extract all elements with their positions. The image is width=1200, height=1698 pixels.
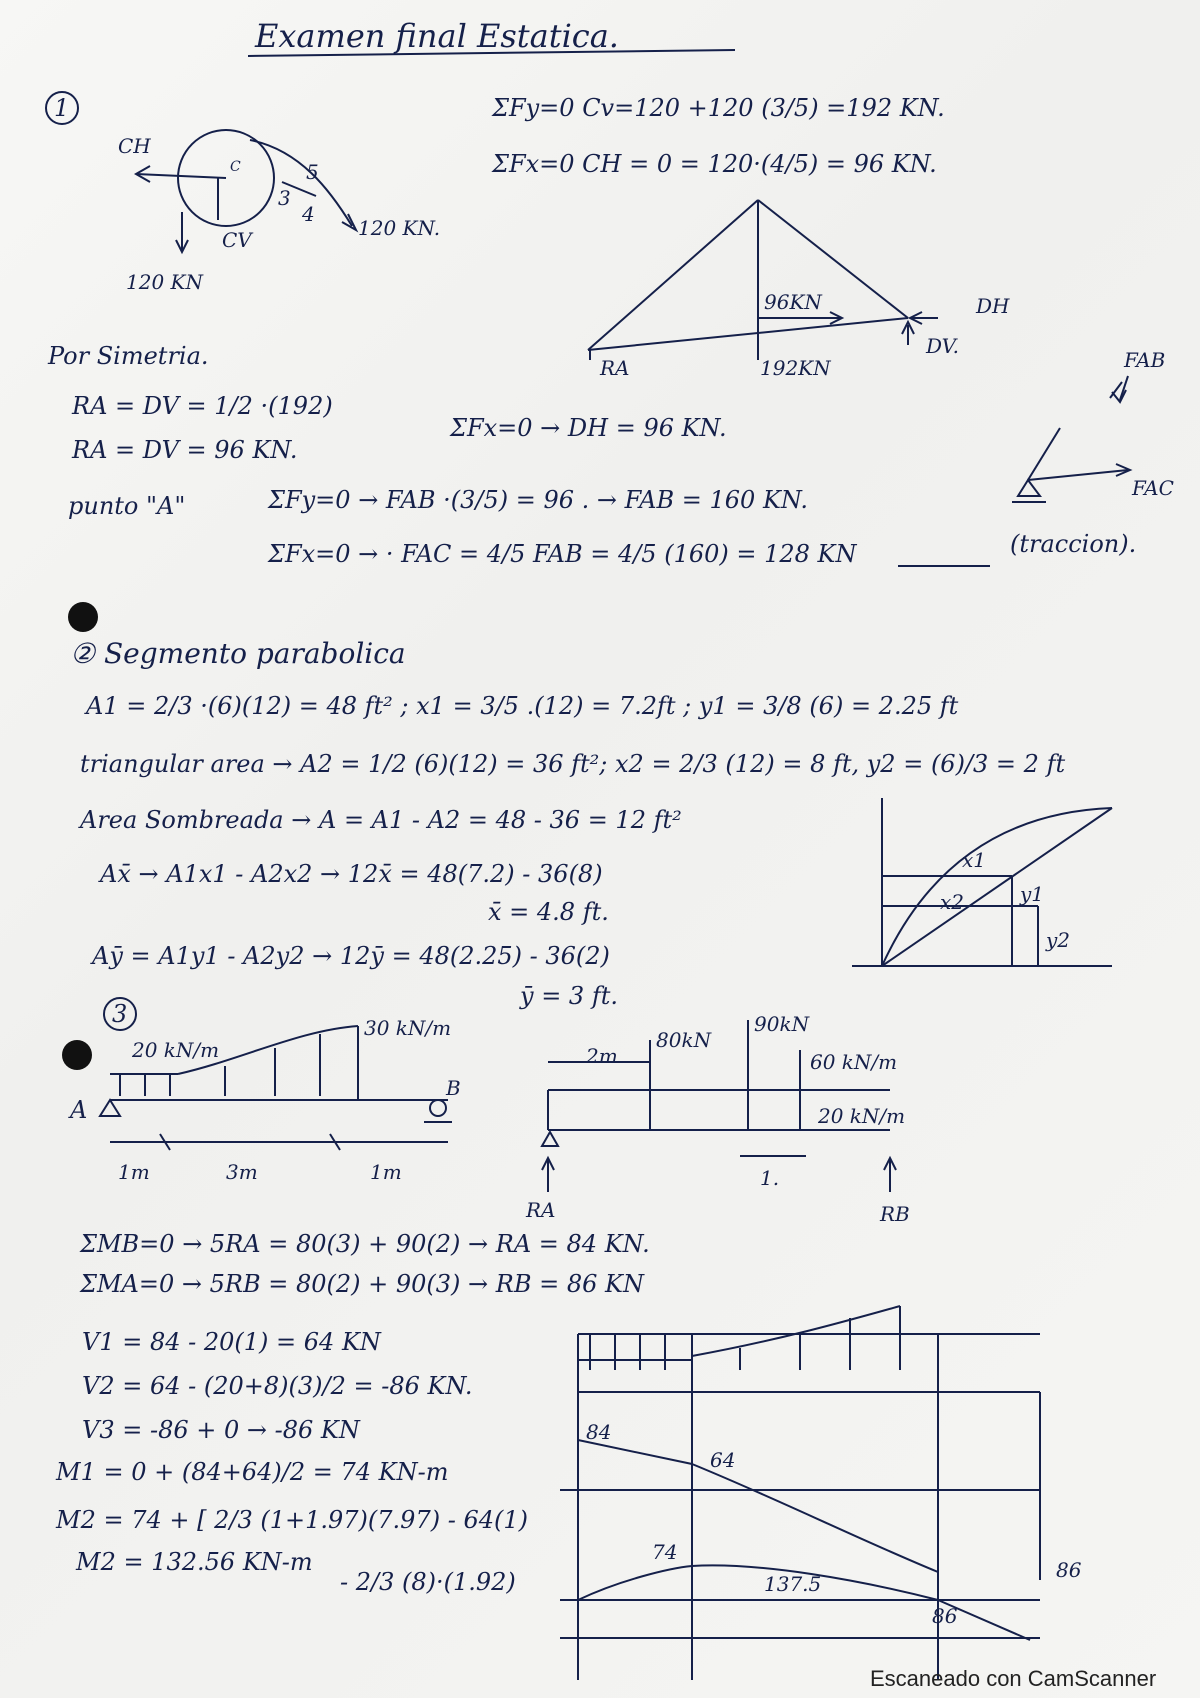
eq-sum-fy: ΣFy=0 Cv=120 +120 (3/5) =192 KN. [492, 94, 945, 122]
label-60knm: 60 kN/m [810, 1050, 898, 1074]
label-30knm: 30 kN/m [364, 1016, 452, 1040]
eq-m1: M1 = 0 + (84+64)/2 = 74 KN-m [56, 1458, 449, 1486]
label-4: 4 [302, 202, 315, 226]
problem-2-heading: ② Segmento parabolica [70, 637, 406, 670]
label-120kn-right: 120 KN. [358, 216, 441, 240]
eq-ma: ΣMA=0 → 5RB = 80(2) + 90(3) → RB = 86 KN [80, 1270, 644, 1298]
label-c: C [230, 159, 241, 175]
eq-a2: triangular area → A2 = 1/2 (6)(12) = 36 ft²; x2 = 2/3 (12) = 8 ft, y2 = (6)/3 = 2 ft [80, 750, 1066, 778]
eq-sum-fx: ΣFx=0 CH = 0 = 120·(4/5) = 96 KN. [492, 150, 937, 178]
label-5: 5 [306, 160, 319, 184]
label-ch: CH [118, 134, 151, 158]
label-90kn: 90kN [754, 1012, 810, 1036]
label-dim-1: 1. [760, 1166, 780, 1190]
eq-dh: ΣFx=0 → DH = 96 KN. [450, 414, 727, 442]
scanner-watermark: Escaneado con CamScanner [870, 1666, 1157, 1691]
label-2m: 2m [586, 1044, 618, 1068]
label-b: B [446, 1076, 461, 1100]
eq-area: Area Sombreada → A = A1 - A2 = 48 - 36 = 12 ft² [80, 806, 682, 834]
eq-fac: ΣFx=0 → · FAC = 4/5 FAB = 4/5 (160) = 128 KN [268, 540, 857, 568]
eq-v2: V2 = 64 - (20+8)(3)/2 = -86 KN. [82, 1372, 473, 1400]
label-y1: y1 [1020, 882, 1045, 906]
label-192kn: 192KN [760, 356, 831, 380]
symmetry-label: Por Simetria. [48, 342, 209, 370]
label-dim-1m-left: 1m [118, 1160, 150, 1184]
eq-y-result: ȳ = 3 ft. [520, 982, 618, 1010]
label-80kn: 80kN [656, 1028, 712, 1052]
label-x2: x2 [940, 890, 965, 914]
eq-m2c: - 2/3 (8)·(1.92) [340, 1568, 516, 1596]
eq-ay: Aȳ = A1y1 - A2y2 → 12ȳ = 48(2.25) - 36(2) [92, 942, 610, 970]
eq-ax: Ax̄ → A1x1 - A2x2 → 12x̄ = 48(7.2) - 36(8) [100, 860, 603, 888]
label-x1: x1 [962, 848, 987, 872]
label-cv: CV [222, 228, 252, 252]
label-ra: RA [600, 356, 630, 380]
label-y2: y2 [1046, 928, 1071, 952]
eq-ra: RA = DV = 1/2 ·(192) [72, 392, 333, 420]
label-120kn-down: 120 KN [126, 270, 203, 294]
label-dv: DV. [926, 334, 959, 358]
eq-rd: RA = DV = 96 KN. [72, 436, 298, 464]
label-dh: DH [976, 294, 1010, 318]
eq-v1: V1 = 84 - 20(1) = 64 KN [82, 1328, 381, 1356]
moment-74: 74 [652, 1540, 678, 1564]
moment-137: 137.5 [764, 1572, 822, 1596]
label-20knm-b: 20 kN/m [818, 1104, 906, 1128]
label-20knm: 20 kN/m [132, 1038, 220, 1062]
shear-84: 84 [586, 1420, 612, 1444]
eq-m2b: M2 = 132.56 KN-m [76, 1548, 313, 1576]
shear-86-bottom: 86 [932, 1604, 958, 1628]
eq-m2a: M2 = 74 + [ 2/3 (1+1.97)(7.97) - 64(1) [56, 1506, 528, 1534]
eq-fab: ΣFy=0 → FAB ·(3/5) = 96 . → FAB = 160 KN. [268, 486, 808, 514]
problem-3-number: 3 [112, 1000, 128, 1028]
label-a: A [70, 1096, 88, 1124]
point-a-label: punto "A" [68, 492, 186, 520]
label-ra-beam: RA [526, 1198, 556, 1222]
label-fab: FAB [1124, 348, 1166, 372]
eq-mb: ΣMB=0 → 5RA = 80(3) + 90(2) → RA = 84 KN. [80, 1230, 650, 1258]
shear-64: 64 [710, 1448, 736, 1472]
eq-x-result: x̄ = 4.8 ft. [488, 898, 609, 926]
shear-86-right: 86 [1056, 1558, 1082, 1582]
label-fac: FAC [1132, 476, 1174, 500]
eq-a1: A1 = 2/3 ·(6)(12) = 48 ft² ; x1 = 3/5 .(12) = 7.2ft ; y1 = 3/8 (6) = 2.25 ft [86, 692, 959, 720]
label-dim-3m: 3m [226, 1160, 258, 1184]
problem-1-number: 1 [54, 94, 70, 122]
label-rb-beam: RB [880, 1202, 910, 1226]
tension-label: (traccion). [1010, 530, 1137, 558]
label-3: 3 [278, 186, 291, 210]
label-96kn: 96KN [764, 290, 822, 314]
eq-v3: V3 = -86 + 0 → -86 KN [82, 1416, 360, 1444]
label-dim-1m-right: 1m [370, 1160, 402, 1184]
page-title: Examen final Estatica. [255, 17, 619, 55]
